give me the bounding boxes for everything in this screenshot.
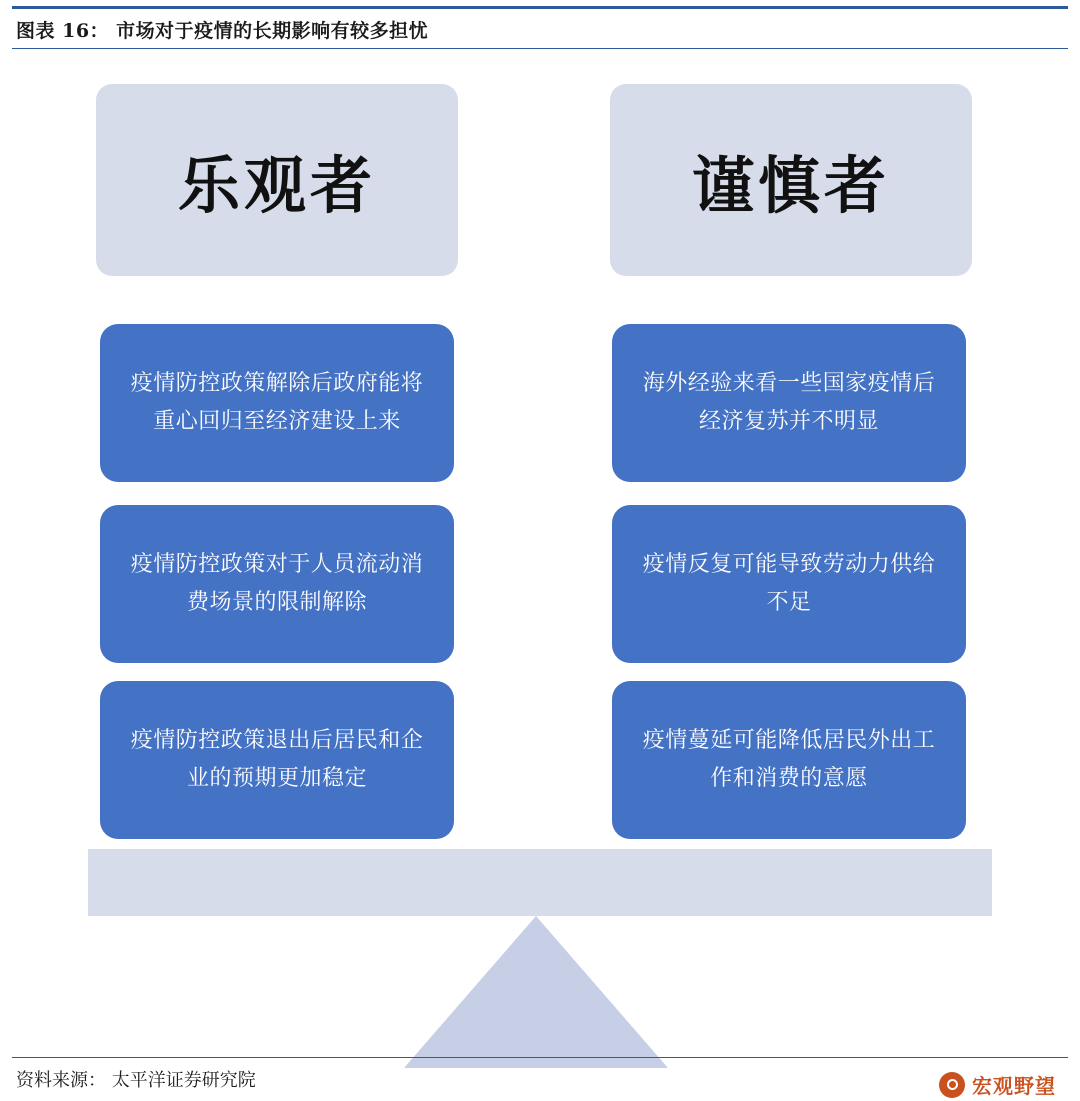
item-box-text: 疫情防控政策对于人员流动消费场景的限制解除: [130, 551, 424, 615]
title-underline-rule: [12, 48, 1068, 49]
column-header-label: 乐观者: [177, 148, 376, 222]
watermark-label: 宏观野望: [972, 1074, 1056, 1098]
item-box-text: 疫情蔓延可能降低居民外出工作和消费的意愿: [642, 727, 936, 791]
item-box-optimists-2: [100, 505, 454, 663]
top-border-rule: [12, 6, 1068, 9]
item-box-text: 疫情防控政策退出后居民和企业的预期更加稳定: [130, 727, 424, 791]
column-header-optimists: [96, 84, 458, 276]
watermark-logo-icon: [939, 1072, 965, 1098]
item-box-cautious-3: [612, 681, 966, 839]
figure-title: 图表 16： 市场对于疫情的长期影响有较多担忧: [16, 20, 429, 42]
bottom-border-rule: [12, 1057, 1068, 1058]
balance-fulcrum-triangle: [404, 916, 668, 1068]
item-box-text: 疫情反复可能导致劳动力供给不足: [642, 551, 936, 615]
item-box-text: 疫情防控政策解除后政府能将重心回归至经济建设上来: [130, 370, 424, 434]
item-box-cautious-1: [612, 324, 966, 482]
column-header-cautious: [610, 84, 972, 276]
balance-beam: [88, 849, 992, 916]
figure-source: 资料来源： 太平洋证券研究院: [16, 1070, 256, 1091]
item-box-cautious-2: [612, 505, 966, 663]
column-header-label: 谨慎者: [691, 148, 890, 222]
watermark-badge: [939, 1070, 1056, 1099]
item-box-optimists-1: [100, 324, 454, 482]
item-box-text: 海外经验来看一些国家疫情后经济复苏并不明显: [642, 370, 936, 434]
item-box-optimists-3: [100, 681, 454, 839]
